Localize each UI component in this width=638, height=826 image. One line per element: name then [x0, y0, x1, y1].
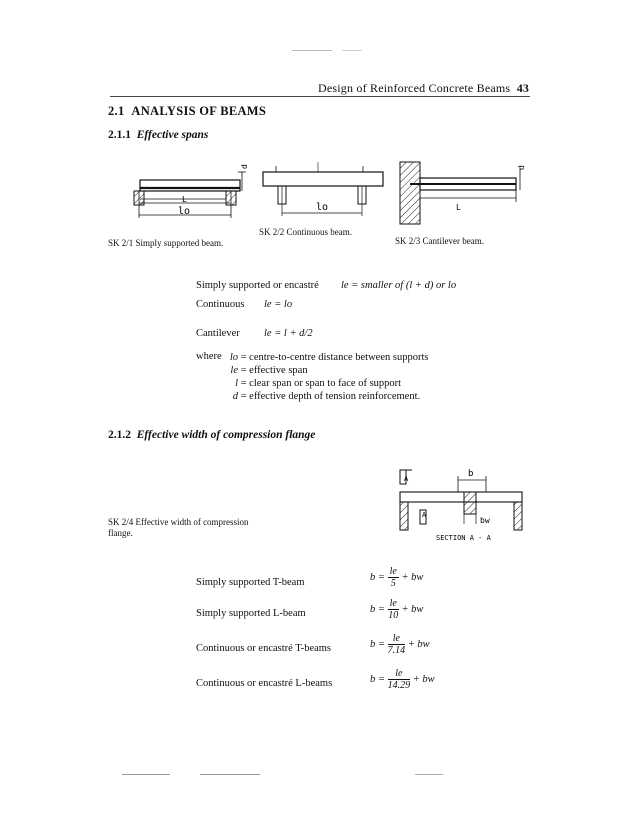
sk21-diagram: [130, 158, 250, 233]
scan-mark-top: [292, 50, 332, 51]
definition-lo: lo = centre-to-centre distance between supports: [229, 352, 429, 363]
definition-list: [224, 351, 428, 403]
span-row-cantilever: [196, 328, 240, 339]
flange-formula-2: b = $\frac{le}{10}$ + bw: [370, 598, 424, 621]
running-header: [318, 81, 529, 96]
sk24-web: [464, 492, 476, 514]
sk22-beam: [263, 172, 383, 186]
sk24-label-a-bottom: A: [422, 511, 427, 519]
span-formula-simply: le = smaller of (l + d) or lo: [341, 280, 457, 291]
sk24-left-wall: [400, 502, 408, 530]
flange-case-4: Continuous or encastré L-beams: [196, 678, 333, 689]
header-title: Design of Reinforced Concrete Beams: [318, 81, 511, 95]
sk23-wall: [400, 162, 420, 224]
sk22-label-lo: lo: [316, 202, 329, 213]
sk22-diagram: [258, 158, 388, 223]
flange-formula-3: b = $\frac{le}{7.14}$ + bw: [370, 633, 430, 656]
sk23-label-l: L: [456, 203, 461, 212]
span-row-continuous: [196, 299, 244, 310]
flange-formula-4: b = $\frac{le}{14.29}$ + bw: [370, 668, 435, 691]
flange-row-2: [196, 608, 306, 619]
header-rule: [110, 96, 530, 97]
definition-l: l = clear span or span to face of support: [235, 378, 402, 389]
scan-mark-bottom-2: [200, 774, 260, 775]
sk21-beam: [140, 180, 240, 191]
span-formula-cantilever: le = l + d/2: [264, 328, 313, 339]
flange-formula-1: b = $\frac{le}{5}$ + bw: [370, 566, 424, 589]
sk21-label-l: L: [182, 195, 187, 204]
sk23-label-d: d: [517, 165, 526, 170]
sk21-caption: SK 2/1 Simply supported beam.: [108, 238, 224, 248]
span-case-simply: Simply supported or encastré: [196, 280, 319, 291]
page-number: 43: [516, 81, 530, 95]
scan-mark-bottom-3: [415, 774, 443, 775]
span-row-simply: [196, 280, 319, 291]
sk24-label-bw: bw: [480, 516, 490, 525]
scan-mark-top-2: [342, 50, 362, 51]
definition-d: d = effective depth of tension reinforcement.: [232, 391, 421, 402]
span-formula-continuous: le = lo: [264, 299, 293, 310]
span-case-continuous: Continuous: [196, 299, 245, 310]
sk24-section-label: SECTION A - A: [436, 534, 491, 542]
where-label: where: [196, 351, 222, 362]
sk24-diagram: [390, 466, 530, 546]
section-heading-2-1-1: 2.1.1 Effective spans: [108, 129, 209, 141]
sk24-label-b: b: [468, 469, 474, 479]
section-heading-2-1-2: 2.1.2 Effective width of compression flange: [108, 429, 316, 441]
sk24-slab: [400, 492, 522, 502]
flange-row-4: [196, 678, 332, 689]
sk22-caption: SK 2/2 Continuous beam.: [259, 227, 353, 237]
sk24-label-a-top: A: [404, 475, 409, 483]
flange-case-1: Simply supported T-beam: [196, 577, 305, 588]
flange-row-3: [196, 643, 331, 654]
flange-case-2: Simply supported L-beam: [196, 608, 306, 619]
sk23-diagram: [396, 158, 526, 230]
definition-le: le = effective span: [230, 365, 308, 376]
sk23-caption: SK 2/3 Cantilever beam.: [395, 236, 484, 246]
sk21-label-lo: lo: [178, 206, 191, 217]
sk21-label-d: d: [240, 164, 249, 169]
sk24-right-wall: [514, 502, 522, 530]
span-case-cantilever: Cantilever: [196, 328, 240, 339]
sk24-caption: SK 2/4 Effective width of compression flange.: [108, 517, 249, 538]
flange-case-3: Continuous or encastré T-beams: [196, 643, 332, 654]
section-heading-2-1: 2.1 ANALYSIS OF BEAMS: [108, 104, 267, 118]
flange-row-1: [196, 577, 305, 588]
scan-mark-bottom: [122, 774, 170, 775]
